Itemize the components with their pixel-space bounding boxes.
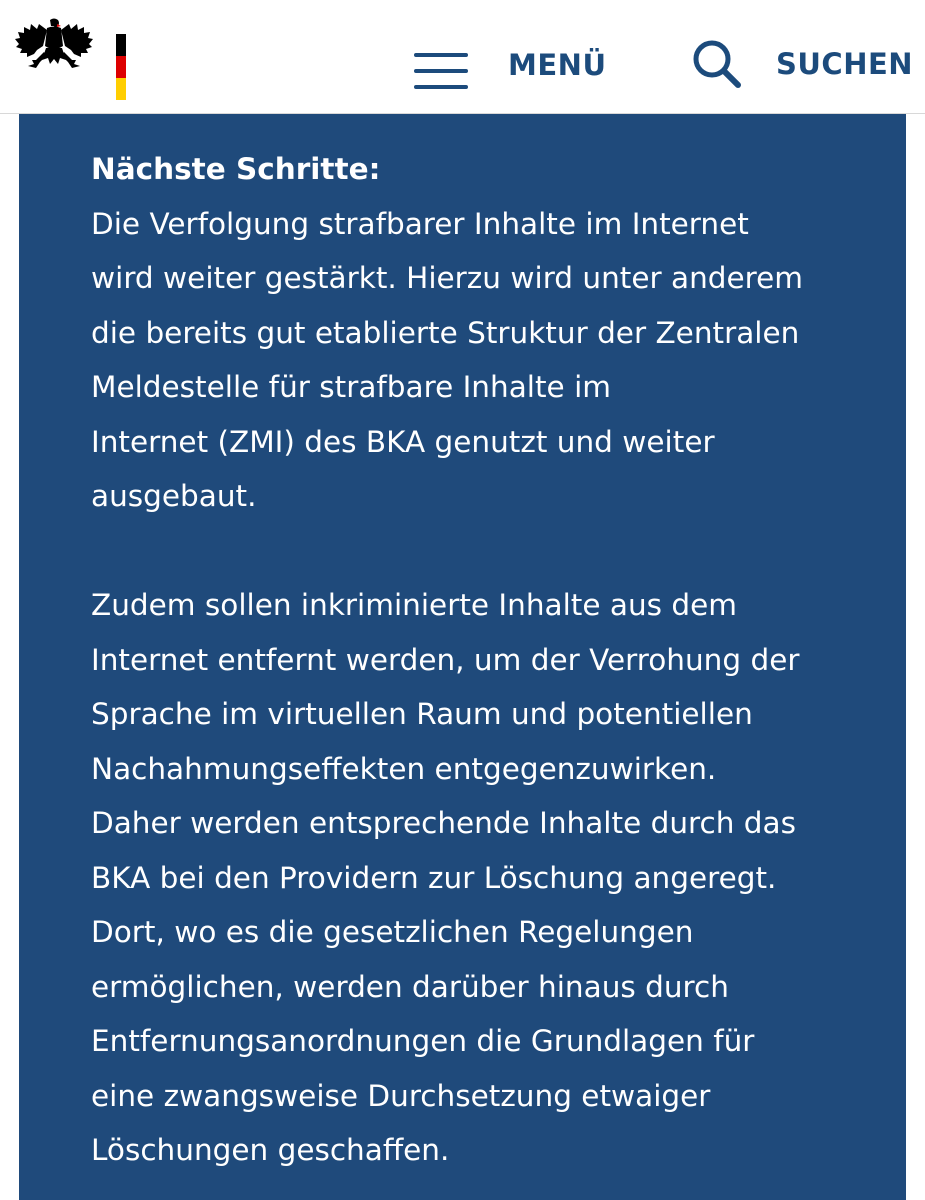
site-header	[0, 0, 925, 114]
paragraph-line: Internet entfernt werden, um der Verrohung der	[91, 642, 800, 677]
paragraph-line: Daher werden entsprechende Inhalte durch das	[91, 806, 796, 840]
paragraph-line: ermöglichen, werden darüber hinaus durch	[91, 969, 729, 1004]
menu-label: MENÜ	[508, 48, 607, 82]
info-box	[19, 114, 906, 1200]
paragraph-line: wird weiter gestärkt. Hierzu wird unter anderem	[91, 261, 804, 295]
flag-gold	[116, 78, 126, 100]
paragraph-line: Zudem sollen inkriminierte Inhalte aus dem	[91, 588, 738, 622]
paragraph-line: Internet (ZMI) des BKA genutzt und weiter	[91, 424, 715, 459]
paragraph-line: die bereits gut etablierte Struktur der Zentralen	[91, 315, 800, 350]
search-icon	[690, 37, 744, 91]
federal-eagle-icon	[14, 16, 94, 86]
paragraph-line: Löschungen geschaffen.	[91, 1133, 450, 1167]
german-flag-stripe	[116, 34, 126, 100]
paragraph-line: Meldestelle für strafbare Inhalte im	[91, 370, 611, 404]
search-button[interactable]	[690, 38, 913, 90]
paragraph-line: Nachahmungseffekten entgegenzuwirken.	[91, 751, 717, 786]
flag-red	[116, 56, 126, 78]
paragraph-gap	[91, 524, 851, 579]
paragraph-line: Sprache im virtuellen Raum und potentiellen	[91, 697, 753, 731]
paragraph-line: eine zwangsweise Durchsetzung etwaiger	[91, 1078, 711, 1113]
menu-button[interactable]	[414, 40, 607, 90]
paragraph-line: BKA bei den Providern zur Löschung angeregt.	[91, 860, 777, 895]
hamburger-icon	[414, 47, 468, 83]
search-label: SUCHEN	[776, 47, 914, 81]
paragraph-line: Entfernungsanordnungen die Grundlagen für	[91, 1024, 755, 1058]
paragraph-line: ausgebaut.	[91, 479, 257, 513]
flag-black	[116, 34, 126, 56]
paragraph-line: Dort, wo es die gesetzlichen Regelungen	[91, 915, 694, 949]
section-heading: Nächste Schritte:	[91, 152, 381, 186]
federal-logo[interactable]	[14, 16, 124, 86]
paragraph-line: Die Verfolgung strafbarer Inhalte im Internet	[91, 206, 749, 241]
info-text	[91, 142, 851, 1178]
